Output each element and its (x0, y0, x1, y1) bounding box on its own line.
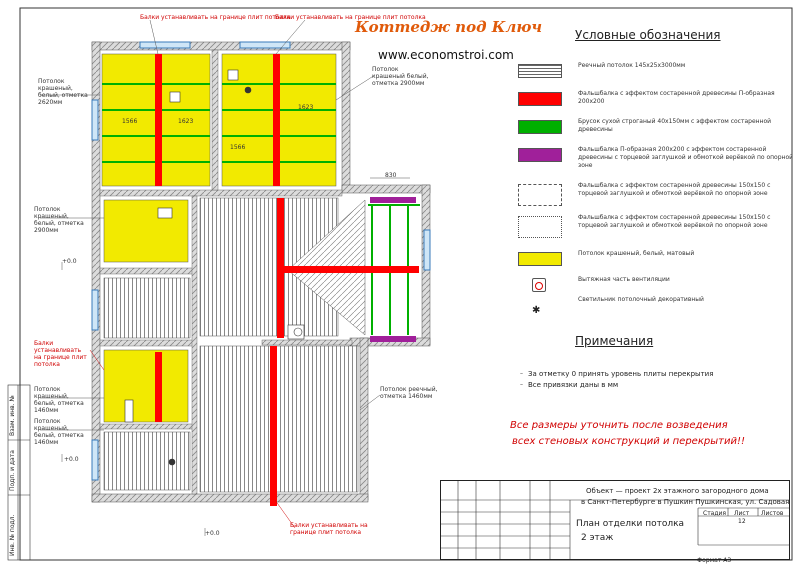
warning-line-1: Все размеры уточнить после возведения (510, 420, 728, 431)
plan-label-right-mid: Потолок реечный, отметка 1460мм (380, 386, 438, 400)
plan-label-top-left: Балки устанавливать на границе плит потолка (140, 14, 291, 21)
legend-row (518, 296, 798, 318)
legend-row (518, 214, 798, 236)
dimension-label: 1623 (178, 118, 194, 125)
legend-text: Светильник потолочный декоративный (578, 296, 704, 303)
legend-text: Брусок сухой строганый 40х150мм с эффектом состаренной древесины (578, 118, 772, 133)
plan-label-bottom-red: Балки устанавливать на границе плит потолка (290, 522, 368, 536)
dimension-label: 830 (385, 172, 397, 179)
legend-text: Потолок крашеный, белый, матовый (578, 250, 695, 257)
room-bath-2 (104, 350, 188, 422)
note-item: За отметку 0 принять уровень плиты перекрытия (528, 370, 714, 378)
legend-text: Фальшбалка с эффектом состаренной древесины П-образная 200х200 (578, 90, 775, 105)
col-sheet: Лист (734, 510, 750, 517)
dimension-label: 1566 (230, 144, 246, 151)
title-block (440, 480, 790, 560)
project-line-1: Объект — проект 2х этажного загородного дома (586, 487, 769, 495)
legend-swatch (518, 92, 562, 106)
plan-label-left-4: Потолок крашеный, белый, отметка 1460мм (34, 418, 84, 446)
vent-icon (535, 282, 543, 290)
plan-label-left-2: Потолок крашеный, белый, отметка 2900мм (34, 206, 84, 234)
legend-swatch (532, 298, 546, 316)
legend-text: Фальшбалка с эффектом состаренной древесины 150х150 с торцевой заглушкой и обмоткой верёвкой по опорной зоне (578, 214, 771, 229)
col-sheets: Листов (761, 510, 784, 517)
legend-row (518, 182, 798, 204)
sheet-number: 12 (738, 518, 746, 525)
legend-row (518, 62, 798, 84)
legend-heading: Условные обозначения (575, 28, 721, 42)
drawing-name: План отделки потолка (576, 519, 685, 529)
side-stamp-label: Подп. и дата (9, 450, 16, 491)
legend-swatch (518, 148, 562, 162)
legend-swatch (518, 252, 562, 266)
room-bath-1 (104, 200, 188, 262)
legend-text: Реечный потолок 145х25х3000мм (578, 62, 686, 69)
notes-heading: Примечания (575, 334, 654, 348)
plan-label-top-right: Балки устанавливать на границе плит потолка (275, 14, 426, 21)
level-mark: +0.0 (62, 258, 77, 265)
col-stage: Стадия (703, 510, 727, 517)
legend-row (518, 90, 798, 112)
note-bullet: – (520, 381, 523, 388)
plan-label-right-top: Потолок крашеный белый, отметка 2900мм (372, 66, 429, 87)
legend-swatch (518, 216, 562, 238)
warning-line-2: всех стеновых конструкций и перекрытий!! (512, 436, 745, 447)
format-label: Формат А3 (697, 557, 732, 564)
level-mark: +0.0 (205, 530, 220, 537)
brand-url[interactable]: www.economstroi.com (378, 48, 514, 62)
dimension-label: 1623 (298, 104, 314, 111)
side-stamp-label: Взам. инв. № (9, 395, 16, 436)
legend-row (518, 276, 798, 298)
dimension-label: 1566 (122, 118, 138, 125)
legend-row (518, 250, 798, 272)
plan-label-left-1: Потолок крашеный, белый, отметка 2620мм (38, 78, 88, 106)
floor-name: 2 этаж (581, 533, 614, 543)
legend-swatch (532, 278, 546, 292)
legend-swatch (518, 64, 562, 78)
legend-text: Фальшбалка П-образная 200х200 с эффектом состаренной древесины с торцевой заглушкой и обмоткой верёвкой по опорной зоне (578, 146, 794, 169)
plan-label-left-3: Потолок крашеный, белый, отметка 1460мм (34, 386, 84, 414)
legend-swatch (518, 184, 562, 206)
brand-title: Коттедж под Ключ (355, 18, 543, 36)
project-line-2: в Санкт-Петербурге в Пушкин Пушкинская, ул. Садовая (581, 498, 790, 506)
legend-row (518, 146, 798, 168)
light-fixture-icon: ✱ (532, 305, 541, 316)
note-item: Все привязки даны в мм (528, 381, 619, 389)
level-mark: +0.0 (64, 456, 79, 463)
legend-row (518, 118, 798, 140)
legend-swatch (518, 120, 562, 134)
legend-text: Вытяжная часть вентиляции (578, 276, 670, 283)
plan-label-left-red: Балки устанавливать на границе плит потолка (34, 340, 87, 368)
side-stamp-label: Инв. № подл. (9, 514, 16, 556)
legend-text: Фальшбалка с эффектом состаренной древесины 150х150 с торцевой заглушкой и обмоткой верёвкой по опорной зоне (578, 182, 771, 197)
note-bullet: – (520, 370, 523, 377)
